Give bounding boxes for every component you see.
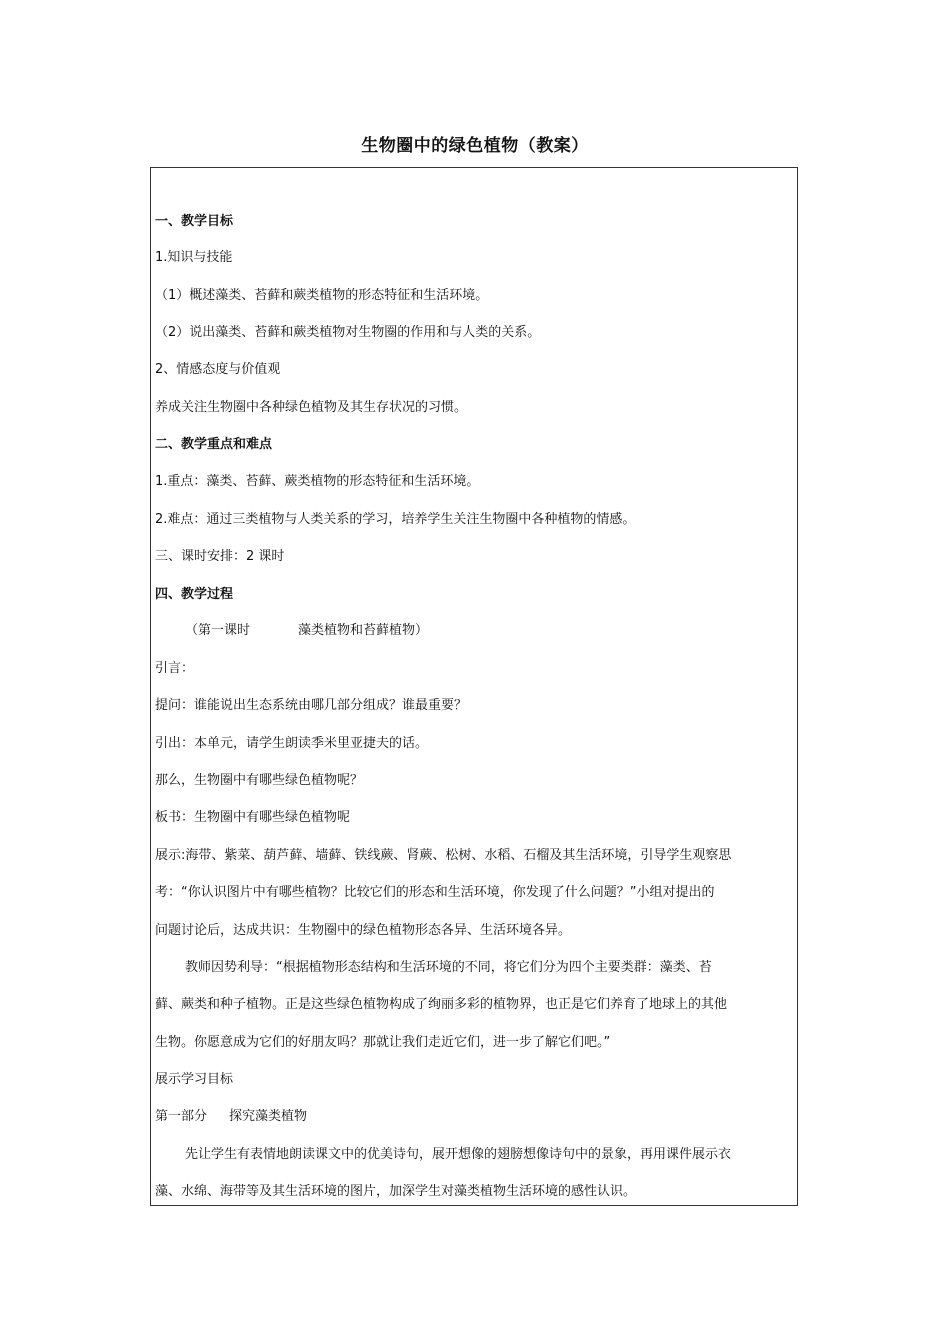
text-line: 提问：谁能说出生态系统由哪几部分组成？谁最重要？ bbox=[155, 698, 468, 713]
text-line: 2.难点：通过三类植物与人类关系的学习，培养学生关注生物圈中各种植物的情感。 bbox=[155, 512, 636, 527]
text-line: 藓、蕨类和种子植物。正是这些绿色植物构成了绚丽多彩的植物界，也正是它们养育了地球上的其他 bbox=[155, 997, 728, 1012]
text-line: 藻、水绵、海带等及其生活环境的图片，加深学生对藻类植物生活环境的感性认识。 bbox=[155, 1184, 637, 1199]
part-title: 探究藻类植物 bbox=[229, 1109, 308, 1124]
text-line: （2）说出藻类、苔藓和蕨类植物对生物圈的作用和与人类的关系。 bbox=[155, 325, 541, 340]
part-heading bbox=[155, 1108, 307, 1126]
part-number: 第一部分 bbox=[155, 1109, 208, 1124]
document-title: 生物圈中的绿色植物（教案） bbox=[361, 136, 589, 156]
section-heading-goals: 一、教学目标 bbox=[155, 214, 234, 229]
lesson-subtitle bbox=[185, 622, 428, 640]
text-line: 养成关注生物圈中各种绿色植物及其生存状况的习惯。 bbox=[155, 400, 468, 415]
text-line: （1）概述藻类、苔藓和蕨类植物的形态特征和生活环境。 bbox=[155, 288, 489, 303]
text-line: 问题讨论后，达成共识：生物圈中的绿色植物形态各异、生活环境各异。 bbox=[155, 923, 572, 938]
text-line: 生物。你愿意成为它们的好朋友吗？那就让我们走近它们，进一步了解它们吧。” bbox=[155, 1035, 611, 1050]
text-line: 教师因势利导：“根据植物形态结构和生活环境的不同，将它们分为四个主要类群：藻类、苔 bbox=[185, 960, 712, 975]
section-heading-process: 四、教学过程 bbox=[155, 587, 234, 602]
text-line: 板书：生物圈中有哪些绿色植物呢 bbox=[155, 810, 351, 825]
text-line: 三、课时安排：2 课时 bbox=[155, 549, 285, 564]
lesson-topic: 藻类植物和苔藓植物） bbox=[298, 623, 429, 638]
text-line: 那么，生物圈中有哪些绿色植物呢？ bbox=[155, 773, 364, 788]
text-line: 展示学习目标 bbox=[155, 1072, 234, 1087]
text-line: 先让学生有表情地朗读课文中的优美诗句，展开想像的翅膀想像诗句中的景象，再用课件展示衣 bbox=[185, 1147, 732, 1162]
text-line: 展示:海带、紫菜、葫芦藓、墙藓、铁线蕨、肾蕨、松树、水稻、石榴及其生活环境，引导学生观察思 bbox=[155, 848, 732, 863]
lesson-period: （第一课时 bbox=[185, 623, 251, 638]
text-line: 引出：本单元，请学生朗读季米里亚捷夫的话。 bbox=[155, 736, 429, 751]
text-line: 考：“你认识图片中有哪些植物？比较它们的形态和生活环境，你发现了什么问题？”小组对提出的 bbox=[155, 885, 715, 900]
text-line: 1.知识与技能 bbox=[155, 250, 233, 265]
text-line: 2、情感态度与价值观 bbox=[155, 362, 281, 377]
text-line: 1.重点：藻类、苔藓、蕨类植物的形态特征和生活环境。 bbox=[155, 474, 480, 489]
lesson-plan-table-cell bbox=[150, 167, 798, 1206]
section-heading-focus: 二、教学重点和难点 bbox=[155, 437, 273, 452]
text-line: 引言： bbox=[155, 661, 195, 676]
